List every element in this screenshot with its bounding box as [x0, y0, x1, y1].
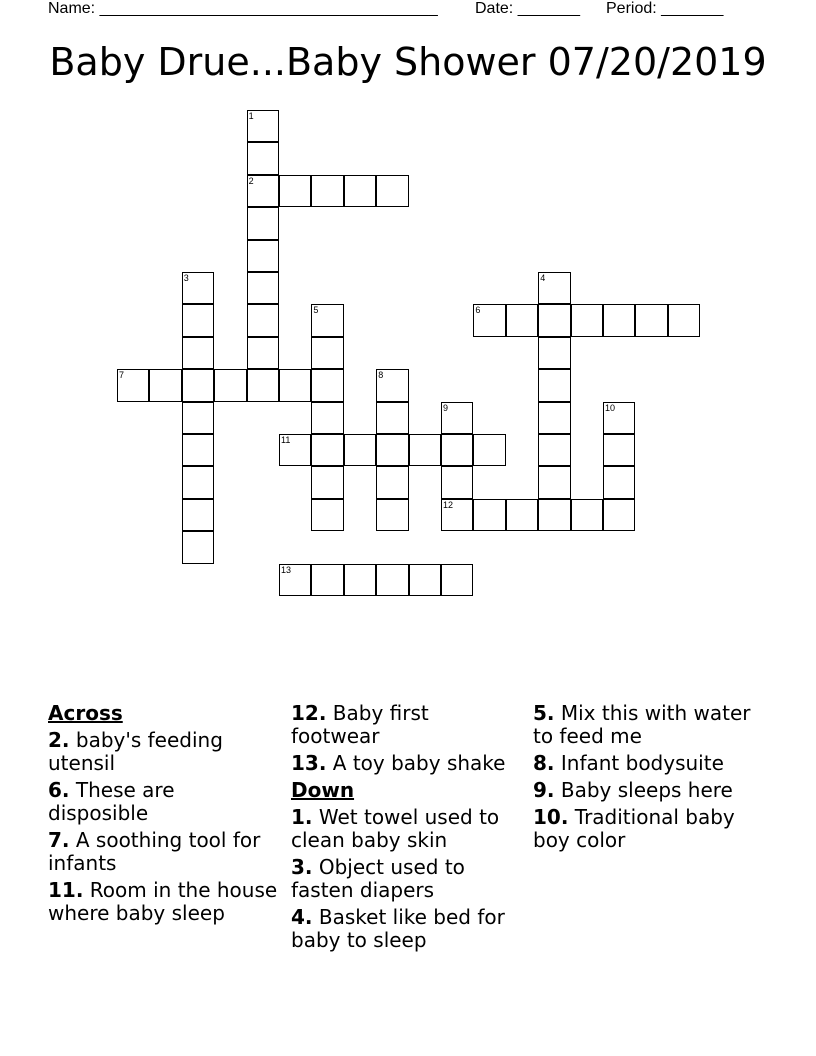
- grid-cell[interactable]: [311, 402, 343, 434]
- clue-item: [291, 806, 521, 852]
- grid-cell[interactable]: [441, 466, 473, 498]
- clue-text: A soothing tool for infants: [48, 828, 261, 875]
- clue-text: Infant bodysuite: [554, 751, 724, 775]
- clue-column-1: [48, 702, 278, 929]
- clue-item: [48, 829, 278, 875]
- grid-cell[interactable]: [376, 402, 408, 434]
- across-heading: Across: [48, 701, 123, 725]
- clue-column-3: [533, 702, 773, 856]
- clue-num: 9.: [533, 778, 555, 802]
- clue-number: 11: [281, 435, 291, 445]
- clue-num: 11.: [48, 878, 84, 902]
- clue-text: These are disposible: [48, 778, 175, 825]
- grid-cell[interactable]: [409, 434, 441, 466]
- grid-cell[interactable]: [668, 304, 700, 336]
- clue-number: 6: [475, 305, 481, 316]
- grid-cell[interactable]: [149, 369, 181, 401]
- grid-cell[interactable]: [182, 531, 214, 563]
- clue-item: [291, 906, 521, 952]
- grid-cell[interactable]: [247, 142, 279, 174]
- grid-cell[interactable]: [376, 175, 408, 207]
- grid-cell[interactable]: [279, 175, 311, 207]
- grid-cell[interactable]: [247, 272, 279, 304]
- clue-num: 8.: [533, 751, 555, 775]
- grid-cell[interactable]: [506, 304, 538, 336]
- grid-cell[interactable]: [571, 499, 603, 531]
- grid-cell[interactable]: [311, 337, 343, 369]
- clue-number: 3: [183, 273, 189, 283]
- clue-text: Object used to fasten diapers: [291, 855, 465, 902]
- clue-number: 8: [378, 370, 384, 381]
- grid-cell[interactable]: [311, 369, 343, 401]
- grid-cell[interactable]: [441, 564, 473, 596]
- clue-number: 5: [313, 305, 319, 316]
- grid-cell[interactable]: [279, 369, 311, 401]
- clue-item: [48, 729, 278, 775]
- clue-item: [533, 752, 773, 775]
- page-title: Baby Drue...Baby Shower 07/20/2019: [49, 40, 767, 84]
- grid-cell[interactable]: [311, 434, 343, 466]
- grid-cell[interactable]: [441, 402, 473, 434]
- clue-number: 10: [605, 402, 616, 413]
- clue-text: Baby sleeps here: [554, 778, 733, 802]
- clue-text: Traditional baby boy color: [533, 805, 735, 852]
- grid-cell[interactable]: [311, 499, 343, 531]
- grid-cell[interactable]: [182, 369, 214, 401]
- grid-cell[interactable]: [441, 499, 473, 531]
- grid-cell[interactable]: [538, 369, 570, 401]
- clue-item: [533, 779, 773, 802]
- grid-cell[interactable]: [376, 369, 408, 401]
- grid-cell[interactable]: [182, 434, 214, 466]
- grid-cell[interactable]: [603, 499, 635, 531]
- clue-item: [48, 779, 278, 825]
- grid-cell[interactable]: [344, 564, 376, 596]
- grid-cell[interactable]: [506, 499, 538, 531]
- clue-num: 6.: [48, 778, 70, 802]
- clue-text: Basket like bed for baby to sleep: [291, 905, 505, 952]
- name-field[interactable]: Name: ______________________________________: [48, 0, 438, 17]
- grid-cell[interactable]: [344, 434, 376, 466]
- grid-cell[interactable]: [538, 434, 570, 466]
- grid-cell[interactable]: [376, 499, 408, 531]
- grid-cell[interactable]: [247, 175, 279, 207]
- clue-num: 1.: [291, 805, 313, 829]
- grid-cell[interactable]: [376, 466, 408, 498]
- clue-item: [291, 752, 521, 775]
- clue-num: 13.: [291, 751, 327, 775]
- grid-cell[interactable]: [247, 110, 279, 142]
- clue-number: 4: [540, 273, 546, 283]
- clue-text: Mix this with water to feed me: [533, 701, 751, 748]
- clue-item: [48, 879, 278, 925]
- grid-cell[interactable]: [311, 175, 343, 207]
- grid-cell[interactable]: [376, 434, 408, 466]
- clue-item: [291, 856, 521, 902]
- grid-cell[interactable]: [311, 304, 343, 336]
- clue-num: 12.: [291, 701, 327, 725]
- date-field[interactable]: Date: _______: [475, 0, 580, 17]
- down-heading: Down: [291, 778, 355, 802]
- grid-cell[interactable]: [344, 175, 376, 207]
- grid-cell[interactable]: [538, 337, 570, 369]
- grid-cell[interactable]: [117, 369, 149, 401]
- clue-item: [291, 702, 521, 748]
- grid-cell[interactable]: [571, 304, 603, 336]
- grid-cell[interactable]: [473, 304, 505, 336]
- grid-cell[interactable]: [182, 466, 214, 498]
- grid-cell[interactable]: [279, 564, 311, 596]
- grid-cell[interactable]: [247, 304, 279, 336]
- grid-cell[interactable]: [182, 304, 214, 336]
- grid-cell[interactable]: [538, 466, 570, 498]
- clue-num: 4.: [291, 905, 313, 929]
- grid-cell[interactable]: [603, 466, 635, 498]
- grid-cell[interactable]: [376, 564, 408, 596]
- grid-cell[interactable]: [473, 499, 505, 531]
- clue-number: 12: [443, 499, 454, 510]
- grid-cell[interactable]: [538, 304, 570, 336]
- clue-text: Baby first footwear: [291, 701, 429, 748]
- grid-cell[interactable]: [214, 369, 246, 401]
- clue-num: 7.: [48, 828, 70, 852]
- grid-cell[interactable]: [603, 402, 635, 434]
- grid-cell[interactable]: [182, 272, 214, 304]
- grid-cell[interactable]: [247, 207, 279, 239]
- clue-num: 10.: [533, 805, 569, 829]
- grid-cell[interactable]: [182, 402, 214, 434]
- grid-cell[interactable]: [538, 499, 570, 531]
- clue-item: [533, 702, 773, 748]
- grid-cell[interactable]: [441, 434, 473, 466]
- grid-cell[interactable]: [247, 337, 279, 369]
- grid-cell[interactable]: [409, 564, 441, 596]
- grid-cell[interactable]: [603, 304, 635, 336]
- grid-cell[interactable]: [247, 369, 279, 401]
- clue-number: 2: [248, 175, 254, 186]
- grid-cell[interactable]: [311, 466, 343, 498]
- grid-cell[interactable]: [247, 240, 279, 272]
- clue-num: 5.: [533, 701, 555, 725]
- clue-column-2: [291, 702, 521, 956]
- grid-cell[interactable]: [311, 564, 343, 596]
- period-field[interactable]: Period: _______: [606, 0, 724, 17]
- clue-item: [533, 806, 773, 852]
- clue-text: Room in the house where baby sleep: [48, 878, 278, 925]
- grid-cell[interactable]: [279, 434, 311, 466]
- grid-cell[interactable]: [603, 434, 635, 466]
- clue-text: Wet towel used to clean baby skin: [291, 805, 500, 852]
- clue-number: 7: [119, 370, 125, 381]
- grid-cell[interactable]: [182, 337, 214, 369]
- clue-text: baby's feeding utensil: [48, 728, 223, 775]
- grid-cell[interactable]: [538, 402, 570, 434]
- clue-text: A toy baby shake: [326, 751, 506, 775]
- grid-cell[interactable]: [635, 304, 667, 336]
- clue-number: 1: [248, 111, 254, 121]
- grid-cell[interactable]: [538, 272, 570, 304]
- clue-number: 9: [443, 402, 449, 413]
- clue-num: 3.: [291, 855, 313, 879]
- clue-number: 13: [281, 564, 292, 575]
- clue-num: 2.: [48, 728, 70, 752]
- grid-cell[interactable]: [182, 499, 214, 531]
- grid-cell[interactable]: [473, 434, 505, 466]
